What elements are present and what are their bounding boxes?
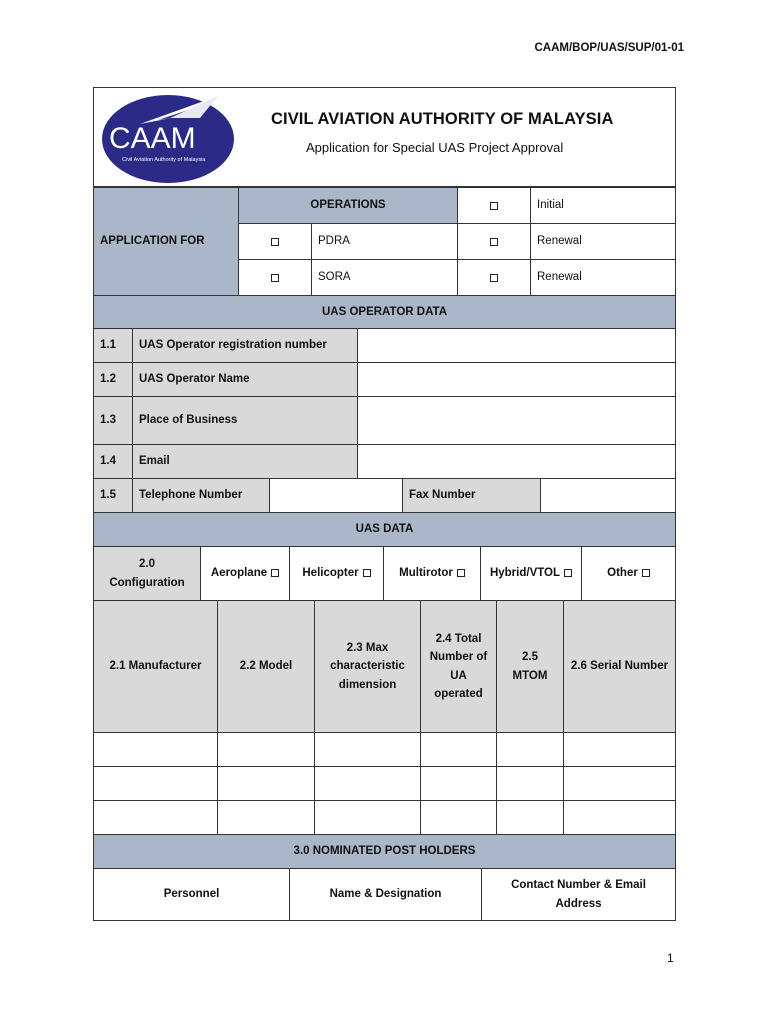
table-cell[interactable] xyxy=(563,732,676,767)
table-cell[interactable] xyxy=(93,732,218,767)
table-cell[interactable] xyxy=(93,766,218,801)
sora-renewal-checkbox[interactable] xyxy=(457,259,531,296)
page-subtitle: Application for Special UAS Project Approval xyxy=(306,140,564,155)
sora-renewal-label: Renewal xyxy=(530,259,676,296)
contact-column-header: Contact Number & Email Address xyxy=(481,868,676,921)
logo-wordmark: CAAM xyxy=(109,122,196,155)
telephone-field[interactable] xyxy=(269,478,403,513)
caam-logo xyxy=(100,92,236,184)
helicopter-option[interactable]: Helicopter xyxy=(289,546,384,601)
configuration-label xyxy=(93,546,201,601)
multirotor-option[interactable]: Multirotor xyxy=(383,546,481,601)
hybrid-vtol-option[interactable]: Hybrid/VTOL xyxy=(480,546,582,601)
table-cell[interactable] xyxy=(420,732,497,767)
initial-checkbox[interactable] xyxy=(457,187,531,224)
model-column-header: 2.2 Model xyxy=(217,600,315,733)
page-number: 1 xyxy=(667,951,674,965)
email-label: Email xyxy=(132,444,358,479)
other-option[interactable]: Other xyxy=(581,546,676,601)
pdra-checkbox[interactable] xyxy=(238,223,312,260)
table-cell[interactable] xyxy=(314,766,421,801)
row-number: 1.4 xyxy=(93,444,133,479)
serial-number-column-header: 2.6 Serial Number xyxy=(563,600,676,733)
row-number: 1.1 xyxy=(93,328,133,363)
telephone-label: Telephone Number xyxy=(132,478,270,513)
row-number: 1.2 xyxy=(93,362,133,397)
table-cell[interactable] xyxy=(420,766,497,801)
email-field[interactable] xyxy=(357,444,676,479)
registration-number-label: UAS Operator registration number xyxy=(132,328,358,363)
total-ua-column-header: 2.4 Total Number of UA operated xyxy=(420,600,497,733)
configuration-text: Configuration xyxy=(109,576,185,589)
table-cell[interactable] xyxy=(563,766,676,801)
manufacturer-column-header: 2.1 Manufacturer xyxy=(93,600,218,733)
operations-header: OPERATIONS xyxy=(238,187,458,224)
initial-label: Initial xyxy=(530,187,676,224)
document-code: CAAM/BOP/UAS/SUP/01-01 xyxy=(534,42,684,54)
configuration-number: 2.0 xyxy=(139,558,155,571)
row-number: 1.3 xyxy=(93,396,133,445)
pdra-renewal-label: Renewal xyxy=(530,223,676,260)
logo-subtext: Civil Aviation Authority of Malaysia xyxy=(122,157,206,163)
pdra-renewal-checkbox[interactable] xyxy=(457,223,531,260)
application-form xyxy=(93,87,676,921)
table-cell[interactable] xyxy=(420,800,497,835)
operator-name-field[interactable] xyxy=(357,362,676,397)
table-cell[interactable] xyxy=(496,800,564,835)
operator-data-header: UAS OPERATOR DATA xyxy=(93,295,676,329)
max-dimension-column-header: 2.3 Max characteristic dimension xyxy=(314,600,421,733)
post-holders-header: 3.0 NOMINATED POST HOLDERS xyxy=(93,834,676,869)
page-title: CIVIL AVIATION AUTHORITY OF MALAYSIA xyxy=(271,110,614,128)
name-designation-column-header: Name & Designation xyxy=(289,868,482,921)
table-cell[interactable] xyxy=(496,732,564,767)
operator-name-label: UAS Operator Name xyxy=(132,362,358,397)
table-cell[interactable] xyxy=(217,766,315,801)
table-cell[interactable] xyxy=(563,800,676,835)
table-cell[interactable] xyxy=(93,800,218,835)
table-cell[interactable] xyxy=(314,732,421,767)
table-cell[interactable] xyxy=(496,766,564,801)
place-of-business-label: Place of Business xyxy=(132,396,358,445)
table-cell[interactable] xyxy=(314,800,421,835)
table-cell[interactable] xyxy=(217,800,315,835)
sora-label: SORA xyxy=(311,259,458,296)
application-for-label: APPLICATION FOR xyxy=(93,187,239,296)
uas-data-header: UAS DATA xyxy=(93,512,676,547)
mtom-column-header: 2.5 MTOM xyxy=(496,600,564,733)
place-of-business-field[interactable] xyxy=(357,396,676,445)
pdra-label: PDRA xyxy=(311,223,458,260)
personnel-column-header: Personnel xyxy=(93,868,290,921)
table-cell[interactable] xyxy=(217,732,315,767)
registration-number-field[interactable] xyxy=(357,328,676,363)
fax-label: Fax Number xyxy=(402,478,541,513)
aeroplane-option[interactable]: Aeroplane xyxy=(200,546,290,601)
fax-field[interactable] xyxy=(540,478,676,513)
sora-checkbox[interactable] xyxy=(238,259,312,296)
form-header xyxy=(93,87,676,187)
row-number: 1.5 xyxy=(93,478,133,513)
